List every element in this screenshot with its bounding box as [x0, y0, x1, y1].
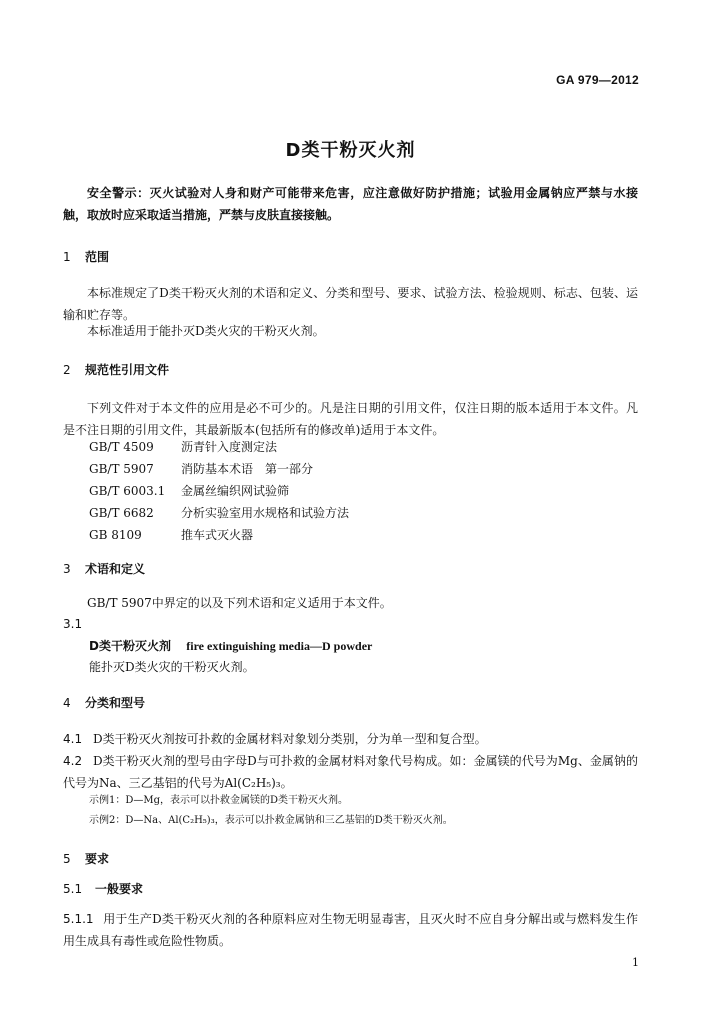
reference-item	[89, 458, 313, 480]
term-cn: D类干粉灭火剂	[89, 639, 171, 653]
warning-text: 灭火试验对人身和财产可能带来危害，应注意做好防护措施；试验用金属钠应严禁与水接触，取放时应采取适当措施，严禁与皮肤直接接触。	[63, 186, 638, 222]
section-title: 范围	[85, 250, 110, 264]
subsection-title: 一般要求	[95, 882, 144, 896]
reference-item	[89, 480, 289, 502]
section-number: 2	[63, 363, 71, 377]
example-2: 示例2：D—Na、Al(C₂H₅)₃，表示可以扑救金属钠和三乙基铝的D类干粉灭火剂。	[89, 815, 453, 826]
clause-4-1	[63, 728, 638, 750]
scope-paragraph-1: 本标准规定了D类干粉灭火剂的术语和定义、分类和型号、要求、试验方法、检验规则、标志、包装、运输和贮存等。	[63, 286, 638, 322]
section-title: 要求	[85, 852, 110, 866]
safety-warning	[63, 182, 638, 226]
reference-item	[89, 502, 349, 524]
reference-item	[89, 436, 277, 458]
clause-text: D类干粉灭火剂的型号由字母D与可扑救的金属材料对象代号构成。如：金属镁的代号为Mg、金属钠的代号为Na、三乙基铝的代号为Al(C₂H₅)₃。	[63, 754, 638, 790]
reference-item	[89, 524, 253, 546]
reference-name: 消防基本术语 第一部分	[181, 462, 314, 476]
reference-code: GB/T 6003.1	[89, 484, 166, 498]
term-number	[63, 613, 638, 635]
section-heading-scope	[63, 248, 109, 265]
section-heading-requirements	[63, 850, 109, 867]
subsection-number: 4.2	[63, 754, 83, 768]
section-title: 术语和定义	[85, 562, 146, 576]
subsection-number: 5.1	[63, 882, 83, 896]
subsection-heading-5-1	[63, 880, 143, 897]
section-title: 规范性引用文件	[85, 363, 170, 377]
clause-text: 用于生产D类干粉灭火剂的各种原料应对生物无明显毒害，且灭火时不应自身分解出或与燃料发生作用生成具有毒性或危险性物质。	[63, 912, 639, 948]
clause-4-2	[63, 750, 638, 794]
reference-code: GB 8109	[89, 528, 142, 542]
clause-5-1-1	[63, 908, 638, 952]
reference-code: GB/T 6682	[89, 506, 154, 520]
subsection-number: 5.1.1	[63, 912, 94, 926]
reference-code: GB/T 4509	[89, 440, 154, 454]
section-number: 5	[63, 852, 71, 866]
page-number: 1	[632, 956, 639, 969]
term-definition: 能扑灭D类火灾的干粉灭火剂。	[89, 660, 255, 674]
refs-intro: 下列文件对于本文件的应用是必不可少的。凡是注日期的引用文件，仅注日期的版本适用于本文件。凡是不注日期的引用文件，其最新版本(包括所有的修改单)适用于本文件。	[63, 401, 638, 437]
reference-name: 金属丝编织网试验筛	[181, 484, 290, 498]
warning-label: 安全警示：	[87, 186, 150, 200]
subsection-number: 4.1	[63, 732, 83, 746]
section-title: 分类和型号	[85, 696, 146, 710]
term-en: fire extinguishing media—D powder	[186, 639, 373, 653]
subsection-number: 3.1	[63, 617, 83, 631]
scope-paragraph-2: 本标准适用于能扑灭D类火灾的干粉灭火剂。	[87, 324, 325, 338]
reference-name: 推车式灭火器	[181, 528, 254, 542]
term-heading	[89, 637, 372, 654]
section-heading-classification	[63, 694, 145, 711]
reference-code: GB/T 5907	[89, 462, 154, 476]
section-heading-terms	[63, 560, 145, 577]
section-number: 3	[63, 562, 71, 576]
clause-text: D类干粉灭火剂按可扑救的金属材料对象划分类别，分为单一型和复合型。	[93, 732, 487, 746]
example-1: 示例1：D—Mg，表示可以扑救金属镁的D类干粉灭火剂。	[89, 795, 349, 806]
reference-name: 沥青针入度测定法	[181, 440, 278, 454]
section-number: 1	[63, 250, 71, 264]
terms-intro: GB/T 5907中界定的以及下列术语和定义适用于本文件。	[87, 596, 392, 610]
section-number: 4	[63, 696, 71, 710]
document-title: D类干粉灭火剂	[285, 140, 416, 161]
standard-code: GA 979—2012	[556, 73, 639, 87]
section-heading-refs	[63, 361, 169, 378]
reference-name: 分析实验室用水规格和试验方法	[181, 506, 350, 520]
